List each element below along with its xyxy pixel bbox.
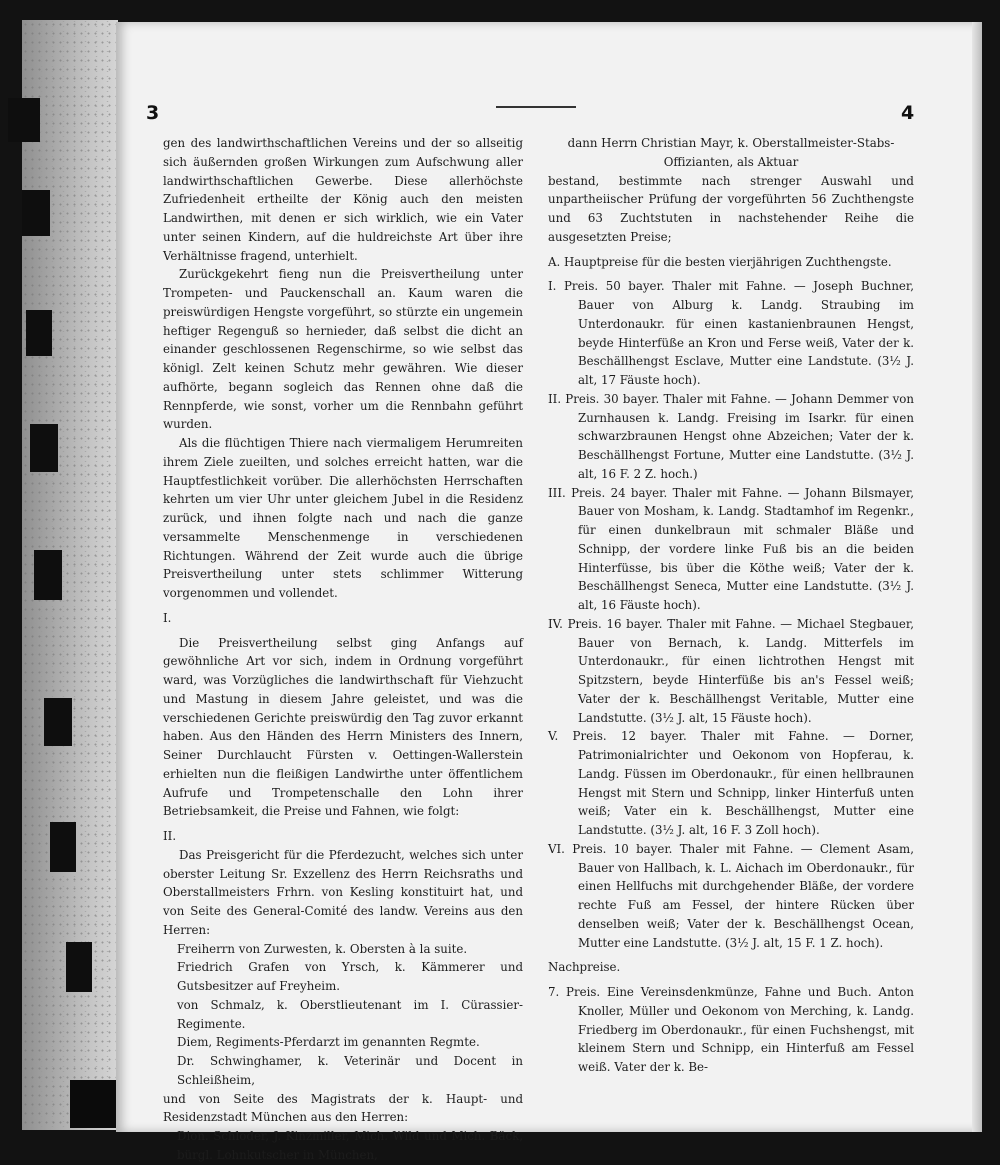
section-heading: Nachpreise. — [548, 960, 621, 975]
paragraph: bestand, bestimmte nach strenger Auswahl und unpartheiischer Prüfung der vorgeführten 56 Zuchthengste und 63 Zuchtstuten in nachstehender Reihe die ausgesetzten Preise; — [548, 173, 914, 244]
section-heading: I. — [163, 610, 172, 625]
prize-entry: VI. Preis. 10 bayer. Thaler mit Fahne. — Clement Asam, Bauer von Hallbach, k. L. Aichach im Oberdonaukr., für einen Hellfuchs mit durchgehender Bläße, der vordere rechte Fuß am Fessel, der hintere Rücken über denselben weiß; Vater der k. Beschällhengst Ocean, Mutter eine Landstutte. (3½ J. alt, 15 F. 1 Z. hoch). — [548, 841, 914, 950]
paragraph: und von Seite des Magistrats der k. Haupt- und Residenzstadt München aus den Herren: — [163, 1091, 523, 1125]
prize-entry: I. Preis. 50 bayer. Thaler mit Fahne. — Joseph Buchner, Bauer von Alburg k. Landg. Straubing im Unterdonaukr. für einen kastanienbraunen Hengst, beyde Hinterfüße an Kron und Ferse weiß, Vater der k. Beschällhengst Esclave, Mutter eine Landstute. (3½ J. alt, 17 Fäuste hoch). — [548, 279, 914, 387]
page-right-edge — [972, 22, 982, 1132]
paragraph: Zurückgekehrt fieng nun die Preisvertheilung unter Trompeten- und Pauckenschall an. Kaum waren die preiswürdigen Hengste vorgeführt, so stürzte ein ungemein heftiger Regenguß so hernieder, daß selbst die dicht an einander geschlossenen Regenschirme, so wie selbst das königl. Zelt keinen Schutz mehr gewähren. Wie dieser aufhörte, begann sogleich das Rennen ohne daß die Rennpferde, wie sonst, vorher um die Rennbahn geführt wurden. — [163, 267, 523, 432]
right-text-column — [548, 134, 914, 1077]
paragraph: dann Herrn Christian Mayr, k. Oberstallmeister-Stabs-Offizianten, als Aktuar — [567, 136, 895, 169]
bookmark-tab — [8, 98, 40, 142]
committee-member: Dr. Schwinghamer, k. Veterinär und Docent in Schleißheim, — [177, 1054, 523, 1087]
prize-entry: V. Preis. 12 bayer. Thaler mit Fahne. — Dorner, Patrimonialrichter und Oekonom von Hopferau, k. Landg. Füssen im Oberdonaukr., für einen hellbraunen Hengst mit Stern und Schnipp, linker Hinterfuß unten weiß; Vater ein k. Beschällhengst, Mutter eine Landstutte. (3½ J. alt, 16 F. 3 Zoll hoch). — [548, 729, 914, 837]
prize-entry: III. Preis. 24 bayer. Thaler mit Fahne. — Johann Bilsmayer, Bauer von Mosham, k. Landg. Stadtamhof im Regenkr., für einen dunkelbraun mit schmaler Bläße und Schnipp, der vordere linke Fuß bis an die beiden Hinterfüsse, bis über die Köthe weiß; Vater der k. Beschällhengst Seneca, Mutter eine Landstutte. (3½ J. alt, 16 Fäuste hoch). — [548, 485, 914, 612]
bookmark-tab — [34, 550, 62, 600]
committee-member: Freiherrn von Zurwesten, k. Obersten à la suite. — [177, 941, 468, 956]
bookmark-tab — [44, 698, 72, 746]
bookmark-tab — [66, 942, 92, 992]
left-text-column — [163, 134, 523, 1165]
paragraph: Als die flüchtigen Thiere nach viermaligem Herumreiten ihrem Ziele zueilten, und solches erreicht hatten, war die Hauptfestlichkeit vorüber. Die allerhöchsten Herrschaften kehrten um vier Uhr unter gleichem Jubel in die Residenz zurück, und ihnen folgte nach und nach die ganze versammelte Menschenmenge in verschiedenen Richtungen. Während der Zeit wurde auch die übrige Preisvertheilung unter stets schlimmer Witterung vorgenommen und vollendet. — [163, 436, 523, 600]
prize-entry: 7. Preis. Eine Vereinsdenkmünze, Fahne und Buch. Anton Knoller, Müller und Oekonom von Merching, k. Landg. Friedberg im Oberdonaukr., für einen Fuchshengst, mit kleinem Stern und Schnipp, ein Hinterfuß am Fessel weiß. Vater der k. Be- — [548, 985, 914, 1074]
bookmark-tab — [50, 822, 76, 872]
page-number-left: 3 — [146, 102, 160, 124]
paragraph: Die Preisvertheilung selbst ging Anfangs auf gewöhnliche Art vor sich, indem in Ordnung vorgeführt ward, was Vorzügliches die landwirthschaft für Viehzucht und Mastung in diesem Jahre geleistet, und was die verschiedenen Gerichte preiswürdig den Tag zuvor erkannt haben. Aus den Händen des Herrn Ministers des Innern, Seiner Durchlaucht Fürsten v. Oettingen-Wallerstein erhielten nun die fleißigen Landwirthe unter öffentlichem Aufrufe und Trompetenschalle den Lohn ihrer Betriebsamkeit, die Preise und Fahnen, wie folgt: — [163, 635, 523, 819]
bookmark-tab — [30, 424, 58, 472]
prize-entry: IV. Preis. 16 bayer. Thaler mit Fahne. — Michael Stegbauer, Bauer von Bernach, k. Landg. Mitterfels im Unterdonaukr., für einen lichtrothen Hengst mit Spitzstern, beyde Hinterfüße bis an's Fessel weiß; Vater der k. Beschällhengst Veritable, Mutter eine Landstutte. (3½ J. alt, 15 Fäuste hoch). — [548, 616, 914, 725]
book-page — [116, 22, 982, 1162]
page-number-right: 4 — [901, 102, 915, 124]
bookmark-tab — [22, 190, 50, 236]
committee-member: Diem, Regiments-Pferdarzt im genannten Regmte. — [177, 1035, 480, 1050]
committee-member: Dion. Schloder, J. Kinzmiller, Mich. Wild und Mich. Bäck, bürgl. Lohnkutscher in München, — [177, 1129, 523, 1162]
section-heading: II. — [163, 829, 177, 843]
committee-member: Friedrich Grafen von Yrsch, k. Kämmerer und Gutsbesitzer auf Freyheim. — [177, 960, 523, 993]
prize-entry: II. Preis. 30 bayer. Thaler mit Fahne. — Johann Demmer von Zurnhausen k. Landg. Freising im Isarkr. für einen schwarzbraunen Hengst ohne Abzeichen; Vater der k. Beschällhengst Fortune, Mutter eine Landstutte. (3½ J. alt, 16 F. 2 Z. hoch.) — [548, 391, 914, 481]
header-rule — [496, 106, 576, 108]
section-heading: A. Hauptpreise für die besten vierjährigen Zuchthengste. — [548, 254, 892, 269]
paragraph: Das Preisgericht für die Pferdezucht, welches sich unter oberster Leitung Sr. Exzellenz des Herrn Reichsraths und Oberstallmeisters Frhrn. von Kesling konstituirt hat, und von Seite des General-Comité des landw. Vereins aus den Herren: — [163, 847, 523, 937]
paragraph: gen des landwirthschaftlichen Vereins und der so allseitig sich äußernden großen Wirkungen zum Aufschwung aller landwirthschaftlichen Gewerbe. Diese allerhöchste Zufriedenheit ertheilte der König auch den meisten Landwirthen, mit denen er sich wirklich, wie ein Vater unter seinen Kindern, auf die huldreichste Art über ihre Verhältnisse fragend, unterhielt. — [163, 136, 523, 263]
committee-member: von Schmalz, k. Oberstlieutenant im I. Cürassier-Regimente. — [177, 997, 523, 1031]
bookmark-tab — [26, 310, 52, 356]
